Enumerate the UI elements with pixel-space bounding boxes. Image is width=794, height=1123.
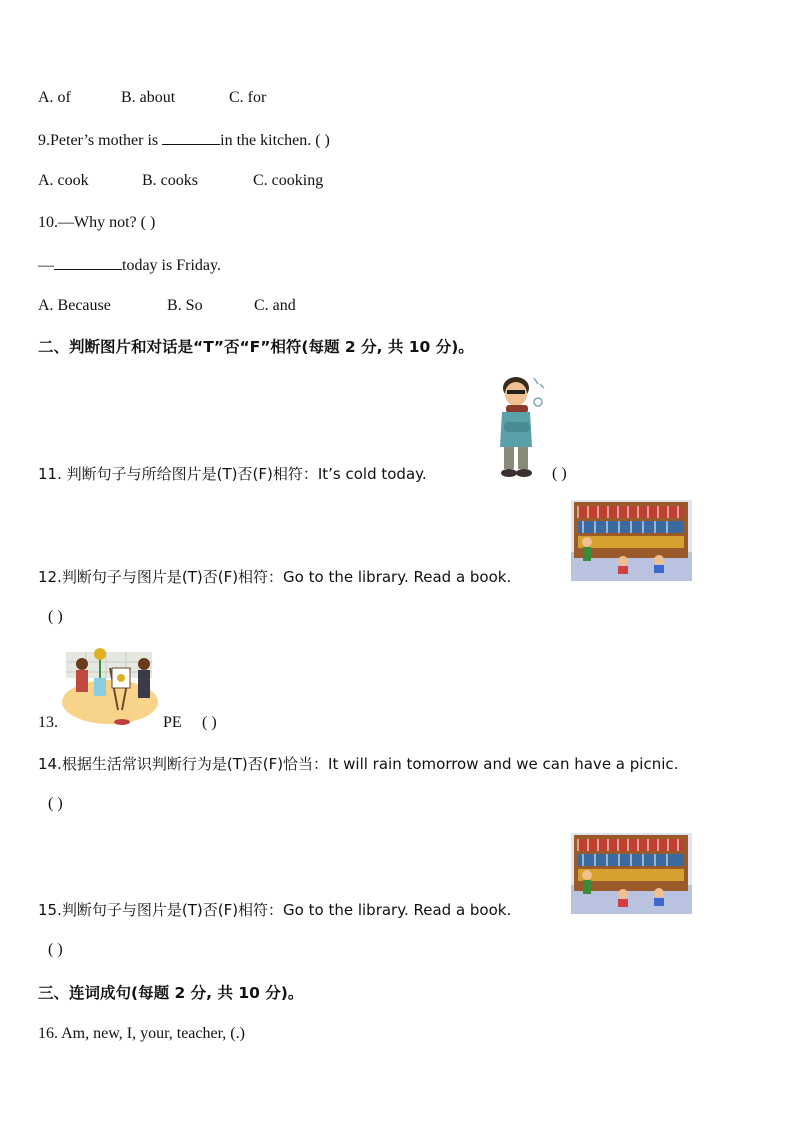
- q13-number: 13.: [38, 714, 58, 731]
- q10-answer-dash: —: [38, 257, 54, 274]
- q10-blank: [54, 255, 122, 270]
- section2-heading: 二、判断图片和对话是“T”否“F”相符(每题 2 分, 共 10 分)。: [38, 338, 474, 356]
- q10-answer-suffix: today is Friday.: [122, 257, 221, 274]
- q9-options: [38, 171, 323, 191]
- q15-answer-bracket: ( ): [48, 941, 63, 958]
- q9-blank: [162, 130, 220, 145]
- q9-option-c: C. cooking: [253, 172, 324, 189]
- q9-question: [38, 130, 330, 151]
- q9-prefix: 9.Peter’s mother is: [38, 132, 163, 149]
- q10-option-c: C. and: [254, 297, 296, 314]
- q10-option-a: A. Because: [38, 297, 111, 314]
- q12-answer-bracket: ( ): [48, 608, 63, 625]
- q8-option-a: A. of: [38, 89, 71, 106]
- q15-question: 15.判断句子与图片是(T)否(F)相符：Go to the library. Read a book.: [38, 901, 512, 919]
- q14-question: 14.根据生活常识判断行为是(T)否(F)恰当：It will rain tomorrow and we can have a picnic.: [38, 755, 679, 773]
- q9-option-a: A. cook: [38, 172, 89, 189]
- q12-question: 12.判断句子与图片是(T)否(F)相符：Go to the library. Read a book.: [38, 568, 512, 586]
- q10-options: [38, 296, 296, 316]
- q9-suffix: in the kitchen. ( ): [220, 132, 330, 149]
- q14-answer-bracket: ( ): [48, 795, 63, 812]
- q11-question: 11. 判断句子与所给图片是(T)否(F)相符：It’s cold today.: [38, 465, 427, 483]
- q8-option-b: B. about: [121, 89, 176, 106]
- q9-option-b: B. cooks: [142, 172, 198, 189]
- q16-question: 16. Am, new, I, your, teacher, (.): [38, 1025, 245, 1042]
- library-picture: [571, 833, 692, 914]
- q8-option-c: C. for: [229, 89, 267, 106]
- cold-boy-picture: [494, 372, 546, 482]
- q8-options: [38, 88, 266, 108]
- q13-label: PE: [163, 714, 182, 731]
- library-picture: [571, 500, 692, 581]
- painting-class-picture: [60, 640, 158, 730]
- q11-answer-bracket: ( ): [552, 465, 567, 482]
- q10-option-b: B. So: [167, 297, 203, 314]
- q10-answer: [38, 255, 221, 276]
- section3-heading: 三、连词成句(每题 2 分, 共 10 分)。: [38, 984, 304, 1002]
- q13-answer-bracket: ( ): [202, 714, 217, 731]
- q10-question: 10.—Why not? ( ): [38, 214, 156, 231]
